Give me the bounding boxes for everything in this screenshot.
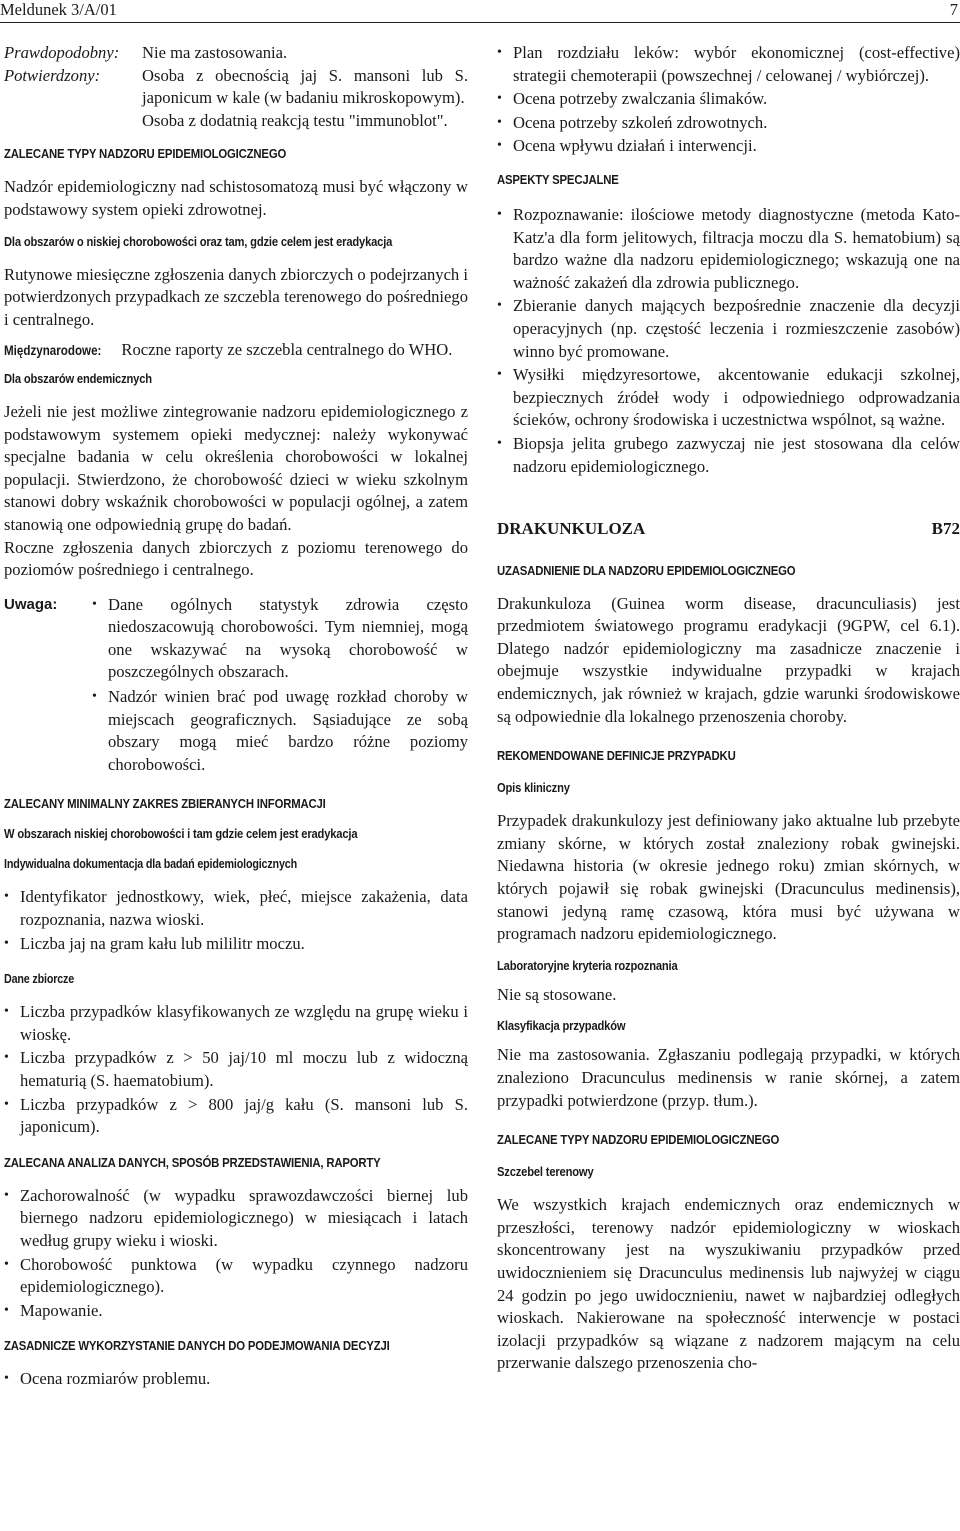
paragraph: Drakunkuloza (Guinea worm disease, dracunculiasis) jest przedmiotem światowego programu eradykacji (9GPW, cel 6.1). Dlatego nadzór epidemiologiczny ma zasadnicze znaczenie i obejmuje wszystkie indywidualne przypadki w krajach endemicznych, jak również w krajach, gdzie warunki środowiskowe są odpowiednie dla lokalnego przenoszenia choroby. — [497, 593, 960, 726]
def-desc: Osoba z obecnością jaj S. mansoni lub S. japonicum w kale (w badaniu mikroskopowym). — [142, 65, 468, 108]
disease-name: DRAKUNKULOZA — [497, 519, 646, 539]
list-item: • Identyfikator jednostkowy, wiek, płeć, miejsce zakażenia, data rozpoznania, nazwa wioski. — [4, 886, 468, 931]
list-item: • Liczba przypadków klasyfikowanych ze względu na grupę wieku i wioskę. — [4, 1001, 468, 1046]
section-heading: UZASADNIENIE DLA NADZORU EPIDEMIOLOGICZNEGO — [497, 562, 796, 578]
list-item: • Ocena potrzeby szkoleń zdrowotnych. — [497, 112, 960, 135]
special-list — [497, 204, 960, 478]
right-column — [497, 42, 960, 1383]
list-item: • Zachorowalność (w wypadku sprawozdawczości biernej lub biernego nadzoru epidemiologicznego) w miesiącach i latach według grupy wieku i wioski. — [4, 1185, 468, 1253]
paragraph: Przypadek drakunkulozy jest definiowany jako aktualne lub przebyte zmiany skórne, w których został znaleziony robak gwinejski. Niedawna historia (w okresie jednego roku) zmian skórnych, w których pojawił się robak gwinejski (Dracunculus medinensis), stanowi jedyną ramę czasową, która musi być używana w programach nadzoru epidemiologicznego. — [497, 811, 960, 944]
list-item: • Dane ogólnych statystyk zdrowia często niedoszacowują chorobowości. Tym niemniej, mogą one wskazywać na wysoką chorobowość w poszczególnych obszarach. — [92, 594, 468, 684]
def-desc-block — [142, 65, 468, 133]
paragraph: Nadzór epidemiologiczny nad schistosomatozą musi być włączony w podstawowy system opieki zdrowotnej. — [4, 177, 468, 219]
section-heading: ZALECANE TYPY NADZORU EPIDEMIOLOGICZNEGO — [497, 1132, 780, 1148]
def-desc: Nie ma zastosowania. — [142, 43, 288, 62]
section-heading: ASPEKTY SPECJALNE — [497, 171, 619, 187]
paragraph-intl — [4, 339, 468, 363]
left-column — [4, 42, 468, 1405]
list-item: • Ocena rozmiarów problemu. — [4, 1368, 468, 1391]
list-item: • Chorobowość punktowa (w wypadku czynnego nadzoru epidemiologicznego). — [4, 1254, 468, 1299]
list-item: • Nadzór winien brać pod uwagę rozkład choroby w miejscach geograficznych. Sąsiadujące ze sobą obszary mogą mieć bardzo różne poziomy chorobowości. — [92, 686, 468, 776]
def-term: Prawdopodobny: — [4, 43, 120, 62]
subsection-heading: Klasyfikacja przypadków — [497, 1018, 626, 1034]
list-item: • Mapowanie. — [4, 1300, 468, 1323]
paragraph: Roczne zgłoszenia danych zbiorczych z poziomu terenowego do poziomów pośredniego i centralnego. — [4, 537, 468, 580]
usage-list-continued — [497, 42, 960, 158]
list-item: • Ocena wpływu działań i interwencji. — [497, 135, 960, 158]
subsection-heading: Laboratoryjne kryteria rozpoznania — [497, 957, 678, 973]
def-desc: Osoba z dodatnią reakcją testu "immunoblot". — [142, 110, 448, 130]
list-item: • Zbieranie danych mających bezpośrednie znaczenie dla decyzji operacyjnych (np. częstość leczenia i rozmieszczenie zasobów) winno być promowane. — [497, 295, 960, 363]
section-heading: REKOMENDOWANE DEFINICJE PRZYPADKU — [497, 748, 736, 764]
section-heading: ZALECANA ANALIZA DANYCH, SPOSÓB PRZEDSTAWIENIA, RAPORTY — [4, 1154, 381, 1170]
aggregate-list — [4, 1001, 468, 1139]
disease-title — [497, 518, 960, 541]
subsection-heading: Indywidualna dokumentacja dla badań epidemiologicznych — [4, 857, 297, 872]
section-heading: ZASADNICZE WYKORZYSTANIE DANYCH DO PODEJMOWANIA DECYZJI — [4, 1338, 390, 1354]
individual-list — [4, 886, 468, 955]
page-number: 7 — [949, 0, 958, 19]
list-item: • Liczba przypadków z > 800 jaj/g kału (S. mansoni lub S. japonicum). — [4, 1094, 468, 1139]
list-item: • Liczba jaj na gram kału lub mililitr moczu. — [4, 933, 468, 956]
usage-list — [4, 1368, 468, 1391]
paragraph: Jeżeli nie jest możliwe zintegrowanie nadzoru epidemiologicznego z podstawowym systemem opieki medycznej: należy wykonywać specjalne badania w celu określenia chorobowości w lokalnej populacji. Stwierdzono, że chorobowość dzieci w wieku szkolnym stanowi dobry wskaźnik chorobowości w populacji ogólnej, a zatem stanowią one odpowiednią grupę do badań. — [4, 401, 468, 534]
def-term: Potwierdzony: — [4, 65, 101, 85]
list-item: • Ocena potrzeby zwalczania ślimaków. — [497, 88, 960, 111]
subsection-heading: Dane zbiorcze — [4, 972, 75, 987]
list-item: • Liczba przypadków z > 50 jaj/10 ml moczu lub z widoczną hematurią (S. haematobium). — [4, 1047, 468, 1092]
intl-label: Międzynarodowe: — [4, 343, 102, 359]
disease-code: B72 — [931, 519, 960, 539]
paragraph: Nie ma zastosowania. Zgłaszaniu podlegają przypadki, w których znaleziono Dracunculus medinensis w ranie skórnej, a zatem przypadki potwierdzone (przyp. tłum.). — [497, 1045, 960, 1110]
subsection-heading: Dla obszarów o niskiej chorobowości oraz tam, gdzie celem jest eradykacja — [4, 233, 393, 249]
paragraph: Nie są stosowane. — [497, 984, 617, 1004]
paragraph: We wszystkich krajach endemicznych oraz endemicznych w przeszłości, terenowy nadzór epidemiologiczny w wioskach skoncentrowany jest na wyszukiwaniu przypadków przed uwidocznieniem się Dracunculus medinensis lub najwyżej w ciągu 24 godzin po jego uwidocznieniu, nawet w najbardziej odległych wioskach. Nakierowane na społeczność interwencje w postaci izolacji przypadków są wiązane z nadzorem mającym na celu przerwanie dalszego przenoszenia cho- — [497, 1195, 960, 1373]
running-header — [0, 0, 960, 23]
section-heading: ZALECANY MINIMALNY ZAKRES ZBIERANYCH INFORMACJI — [4, 796, 326, 812]
section-heading: ZALECANE TYPY NADZORU EPIDEMIOLOGICZNEGO — [4, 146, 287, 162]
note-list — [92, 594, 468, 779]
paragraph: Rutynowe miesięczne zgłoszenia danych zbiorczych o podejrzanych i potwierdzonych przypadkach ze szczebla terenowego do pośredniego i centralnego. — [4, 264, 468, 329]
list-item: • Biopsja jelita grubego zazwyczaj nie jest stosowana dla celów nadzoru epidemiologicznego. — [497, 433, 960, 478]
list-item: • Plan rozdziału leków: wybór ekonomicznej (cost-effective) strategii chemoterapii (powszechnej / celowanej / wybiórczej). — [497, 42, 960, 87]
subsection-heading: Opis kliniczny — [497, 780, 570, 796]
intl-text: Roczne raporty ze szczebla centralnego do WHO. — [117, 340, 453, 360]
subsection-heading: Dla obszarów endemicznych — [4, 370, 152, 386]
analysis-list — [4, 1185, 468, 1323]
def-probable — [4, 42, 468, 65]
list-item: • Rozpoznawanie: ilościowe metody diagnostyczne (metoda Kato-Katz'a dla form jelitowych, filtracja moczu dla S. hematobium) są bardzo ważne dla nadzoru epidemiologicznego; wskazują one na ważność zakażeń dla zdrowia publicznego. — [497, 204, 960, 294]
note-block — [4, 594, 468, 779]
note-label: Uwaga: — [4, 595, 58, 613]
def-confirmed — [4, 65, 468, 133]
subsection-heading: W obszarach niskiej chorobowości i tam gdzie celem jest eradykacja — [4, 826, 358, 842]
list-item: • Wysiłki międzyresortowe, akcentowanie edukacji szkolnej, bezpiecznych źródeł wody i odpowiedniego odprowadzania ścieków, ochrony środowiska i uczestnictwa wspólnot, są ważne. — [497, 364, 960, 432]
journal-issue: Meldunek 3/A/01 — [0, 0, 117, 19]
subsection-heading: Szczebel terenowy — [497, 1164, 594, 1180]
